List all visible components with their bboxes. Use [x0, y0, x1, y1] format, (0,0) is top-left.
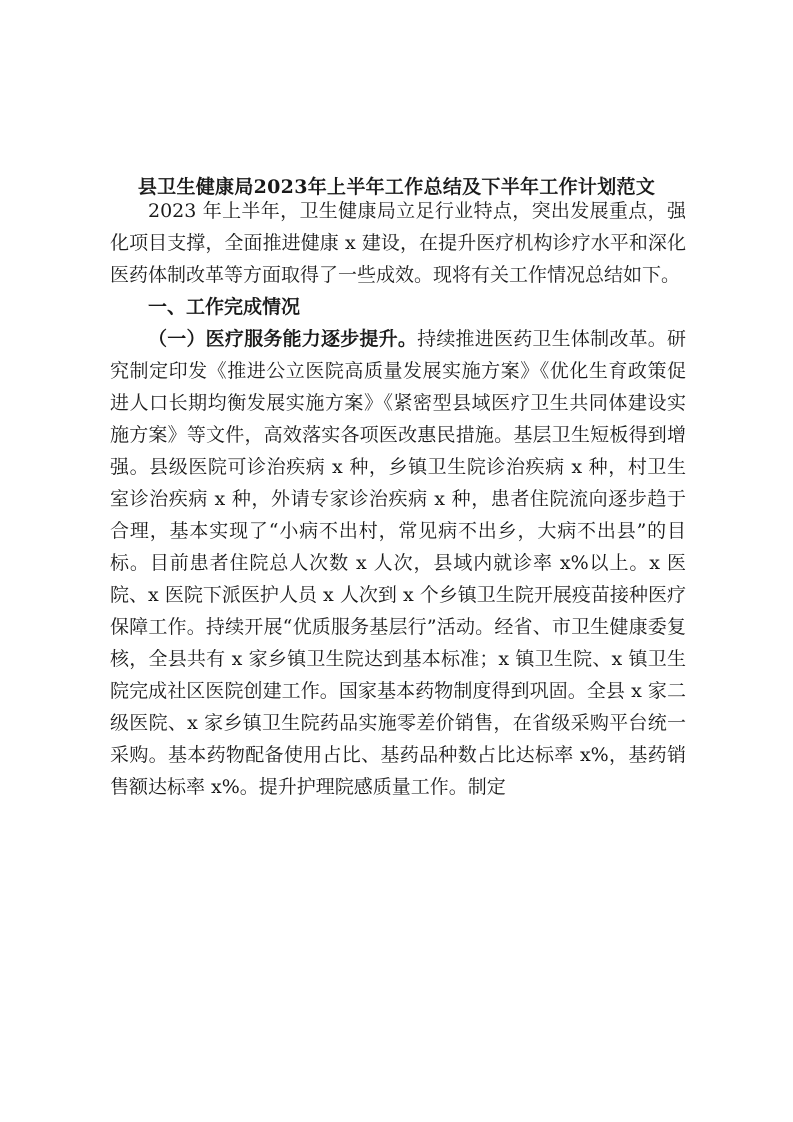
- subsection-heading: （一）医疗服务能力逐步提升。: [148, 328, 418, 350]
- subsection-body: 持续推进医药卫生体制改革。研究制定印发《推进公立医院高质量发展实施方案》《优化生育政策促进人口长期均衡发展实施方案》《紧密型县域医疗卫生共同体建设实施方案》等文件，高效落实各项医改惠民措施。基层卫生短板得到增强。县级医院可诊治疾病 x 种，乡镇卫生院诊治疾病 x 种，村卫生室诊治疾病 x 种，外请专家诊治疾病 x 种，患者住院流向逐步趋于合理，基本实现了“小病不出村，常见病不出乡，大病不出县”的目标。目前患者住院总人次数 x 人次，县域内就诊率 x%以上。x 医院、x 医院下派医护人员 x 人次到 x 个乡镇卫生院开展疫苗接种医疗保障工作。持续开展“优质服务基层行”活动。经省、市卫生健康委复核，全县共有 x 家乡镇卫生院达到基本标准；x 镇卫生院、x 镇卫生院完成社区医院创建工作。国家基本药物制度得到巩固。全县 x 家二级医院、x 家乡镇卫生院药品实施零差价销售，在省级采购平台统一采购。基本药物配备使用占比、基药品种数占比达标率 x%，基药销售额达标率 x%。提升护理院感质量工作。制定: [110, 328, 686, 798]
- section-heading: 一、工作完成情况: [148, 296, 301, 318]
- document-title: 县卫生健康局2023年上半年工作总结及下半年工作计划范文: [137, 176, 656, 198]
- intro-paragraph: 2023 年上半年，卫生健康局立足行业特点，突出发展重点，强化项目支撑，全面推进健康 x 建设，在提升医疗机构诊疗水平和深化医药体制改革等方面取得了一些成效。现将有关工作情况总结如下。: [110, 200, 686, 286]
- document-body: [110, 195, 686, 803]
- subsection-paragraph: [110, 323, 686, 803]
